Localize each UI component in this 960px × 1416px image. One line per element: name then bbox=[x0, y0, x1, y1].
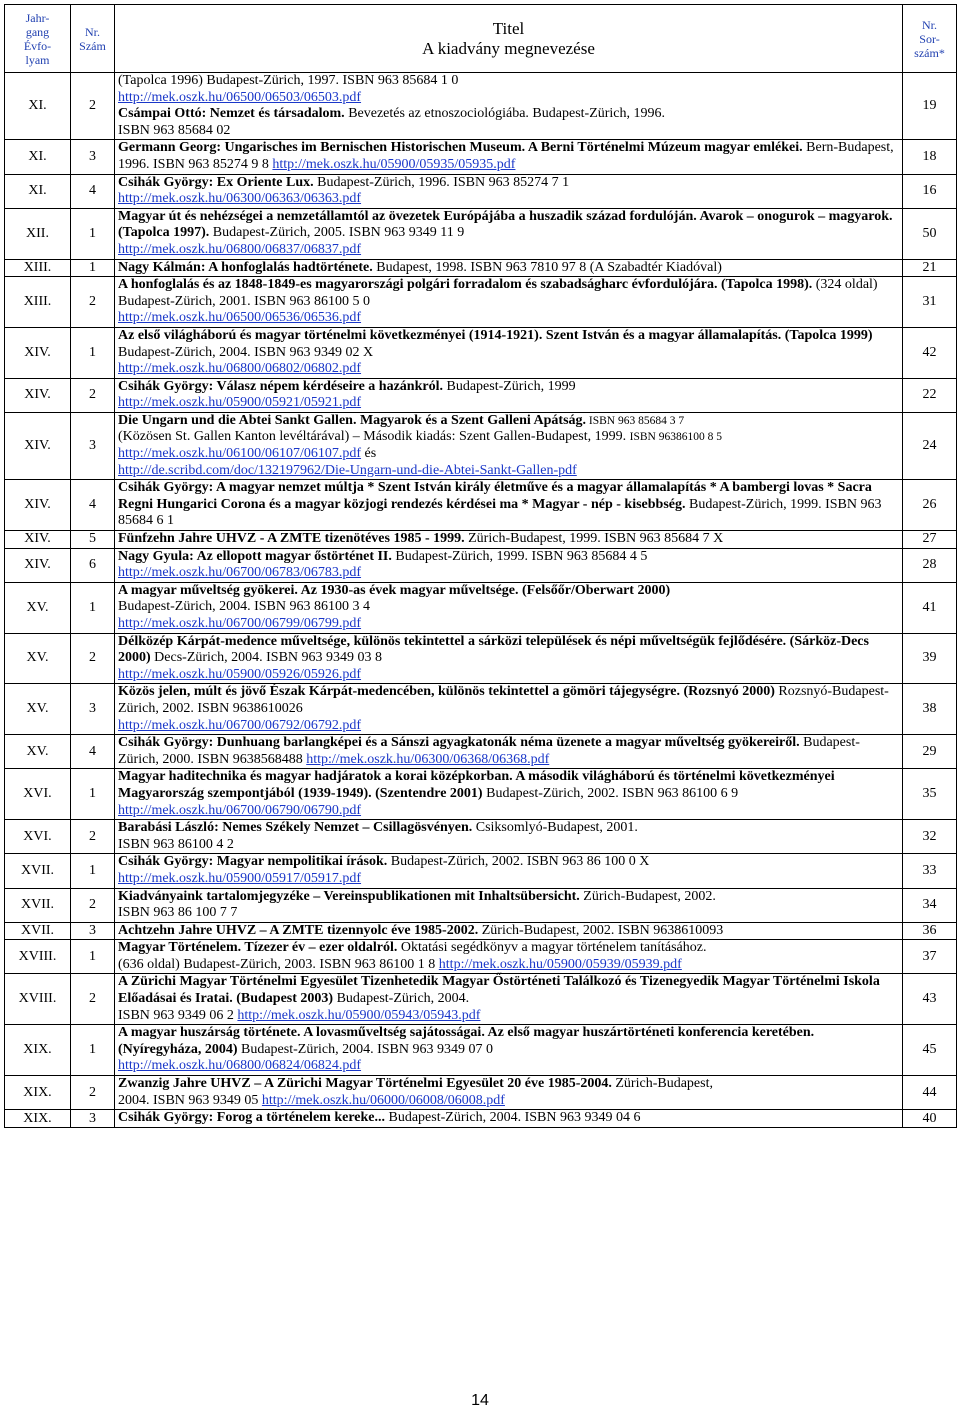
serial-number-cell: 38 bbox=[903, 684, 957, 735]
year-cell: XIV. bbox=[5, 480, 71, 531]
serial-number-cell: 36 bbox=[903, 922, 957, 940]
serial-number-cell: 21 bbox=[903, 259, 957, 277]
pdf-link[interactable]: http://mek.oszk.hu/06800/06802/06802.pdf bbox=[118, 361, 362, 377]
publication-details: Budapest-Zürich, 2004. ISBN 963 9349 07 0 bbox=[237, 1041, 493, 1057]
publication-details: (636 oldal) Budapest-Zürich, 2003. ISBN 963 86100 1 8 bbox=[118, 956, 439, 972]
publication-title: Csihák György: Magyar nempolitikai írások. bbox=[118, 854, 388, 870]
pdf-link[interactable]: http://de.scribd.com/doc/132197962/Die-Ungarn-und-die-Abtei-Sankt-Gallen-pdf bbox=[118, 462, 577, 478]
publication-title: Csihák György: Forog a történelem kereke... bbox=[118, 1110, 385, 1126]
title-cell bbox=[115, 769, 903, 820]
title-cell bbox=[115, 412, 903, 479]
number-cell: 1 bbox=[71, 854, 115, 888]
title-cell bbox=[115, 480, 903, 531]
publication-title: Zwanzig Jahre UHVZ – A Zürichi Magyar Történelmi Egyesület 20 éve 1985-2004. bbox=[118, 1076, 612, 1092]
publication-title: A honfoglalás és az 1848-1849-es magyarországi polgári forradalom és szabadságharc évfordulójára. (Tapolca 1998). bbox=[118, 277, 813, 293]
number-cell: 2 bbox=[71, 633, 115, 684]
publication-title: Nagy Kálmán: A honfoglalás hadtörténete. bbox=[118, 259, 373, 275]
title-cell bbox=[115, 259, 903, 277]
year-cell: XII. bbox=[5, 208, 71, 259]
number-cell: 2 bbox=[71, 820, 115, 854]
serial-number-cell: 35 bbox=[903, 769, 957, 820]
publication-title: Achtzehn Jahre UHVZ – A ZMTE tizennyolc éve 1985-2002. bbox=[118, 922, 479, 938]
year-cell: XV. bbox=[5, 582, 71, 633]
pdf-link[interactable]: http://mek.oszk.hu/05900/05935/05935.pdf bbox=[272, 156, 516, 172]
number-cell: 4 bbox=[71, 174, 115, 208]
publication-title: A magyar huszárság története. A lovasműveltség sajátosságai. Az első magyar huszártörténeti konferencia keretében. (Nyíregyháza, 2004) bbox=[118, 1025, 815, 1057]
pdf-link[interactable]: http://mek.oszk.hu/06500/06536/06536.pdf bbox=[118, 310, 362, 326]
number-cell: 1 bbox=[71, 259, 115, 277]
number-cell: 1 bbox=[71, 582, 115, 633]
serial-number-cell: 22 bbox=[903, 378, 957, 412]
year-cell: XIX. bbox=[5, 1025, 71, 1076]
publication-title: Csihák György: Dunhuang barlangképei és a Sánszi agyagkatonák néma üzenete a magyar műveltség gyökereiről. bbox=[118, 735, 800, 751]
table-row bbox=[5, 1025, 957, 1076]
title-cell bbox=[115, 735, 903, 769]
table-header-row bbox=[5, 5, 957, 73]
publication-details: Bern-Budapest, 1996. ISBN 963 85274 9 8 bbox=[118, 140, 894, 172]
title-cell bbox=[115, 940, 903, 974]
publication-title: Délközép Kárpát-medence műveltsége, különös tekintettel a sárközi települések és népi műveltségük fejlődésére. (Sárköz-Decs 2000) bbox=[118, 633, 869, 666]
year-cell: XIV. bbox=[5, 548, 71, 582]
table-row bbox=[5, 974, 957, 1025]
number-cell: 2 bbox=[71, 1076, 115, 1110]
publication-title: Die Ungarn und die Abtei Sankt Gallen. Magyarok és a Szent Galleni Apátság. bbox=[118, 412, 587, 428]
table-row bbox=[5, 140, 957, 174]
pdf-link[interactable]: http://mek.oszk.hu/06300/06363/06363.pdf bbox=[118, 191, 362, 207]
serial-number-cell: 29 bbox=[903, 735, 957, 769]
year-cell: XIV. bbox=[5, 412, 71, 479]
title-cell bbox=[115, 73, 903, 140]
publication-details: ISBN 963 9349 06 2 bbox=[118, 1007, 238, 1023]
publication-title: Az első világháború és magyar történelmi következményei (1914-1921). Szent István és a magyar államalapítás. (Tapolca 1999) bbox=[118, 327, 873, 343]
pdf-link[interactable]: http://mek.oszk.hu/06700/06799/06799.pdf bbox=[118, 616, 362, 631]
serial-number-cell: 40 bbox=[903, 1110, 957, 1128]
number-cell: 1 bbox=[71, 327, 115, 378]
publication-details: ISBN 96386100 8 5 bbox=[629, 431, 722, 444]
table-row bbox=[5, 820, 957, 854]
serial-number-cell: 44 bbox=[903, 1076, 957, 1110]
publication-details: Bevezetés az etnoszociológiába. Budapest-Zürich, 1996. bbox=[344, 106, 666, 122]
title-cell bbox=[115, 174, 903, 208]
table-row bbox=[5, 259, 957, 277]
number-cell: 2 bbox=[71, 378, 115, 412]
serial-number-cell: 28 bbox=[903, 548, 957, 582]
number-cell: 2 bbox=[71, 974, 115, 1025]
number-cell: 1 bbox=[71, 1025, 115, 1076]
table-row bbox=[5, 735, 957, 769]
publication-details: Budapest-Zürich, 2004. ISBN 963 9349 04 6 bbox=[385, 1110, 641, 1126]
number-cell: 3 bbox=[71, 412, 115, 479]
year-cell: XVII. bbox=[5, 922, 71, 940]
year-cell: XVIII. bbox=[5, 974, 71, 1025]
serial-number-cell: 33 bbox=[903, 854, 957, 888]
year-cell: XIII. bbox=[5, 277, 71, 328]
serial-number-cell: 27 bbox=[903, 531, 957, 549]
pdf-link[interactable]: http://mek.oszk.hu/06500/06503/06503.pdf bbox=[118, 89, 362, 105]
serial-number-cell: 32 bbox=[903, 820, 957, 854]
title-cell bbox=[115, 378, 903, 412]
serial-number-cell: 50 bbox=[903, 208, 957, 259]
year-cell: XVII. bbox=[5, 888, 71, 922]
serial-number-cell: 41 bbox=[903, 582, 957, 633]
publication-details: Decs-Zürich, 2004. ISBN 963 9349 03 8 bbox=[150, 650, 383, 666]
pdf-link[interactable]: http://mek.oszk.hu/06800/06837/06837.pdf bbox=[118, 241, 362, 257]
table-row bbox=[5, 1076, 957, 1110]
number-cell: 1 bbox=[71, 769, 115, 820]
publication-details: ISBN 963 85684 02 bbox=[118, 122, 231, 138]
table-row bbox=[5, 277, 957, 328]
title-cell bbox=[115, 888, 903, 922]
publication-details: Budapest-Zürich, 1999. ISBN 963 85684 6 1 bbox=[118, 496, 882, 529]
pdf-link[interactable]: http://mek.oszk.hu/05900/05921/05921.pdf bbox=[118, 395, 362, 411]
table-row bbox=[5, 480, 957, 531]
number-cell: 5 bbox=[71, 531, 115, 549]
publications-table bbox=[4, 4, 957, 1128]
publication-title: Közös jelen, múlt és jövő Észak Kárpát-medencében, különös tekintettel a gömöri tájegységre. (Rozsnyó 2000) bbox=[118, 684, 775, 700]
number-cell: 1 bbox=[71, 940, 115, 974]
number-cell: 2 bbox=[71, 277, 115, 328]
publication-details: Zürich-Budapest, 1999. ISBN 963 85684 7 X bbox=[464, 531, 724, 547]
title-cell bbox=[115, 277, 903, 328]
publication-title: Csihák György: Válasz népem kérdéseire a hazánkról. bbox=[118, 378, 443, 394]
publication-title: Fünfzehn Jahre UHVZ - A ZMTE tizenötéves 1985 - 1999. bbox=[118, 531, 465, 547]
year-cell: XVI. bbox=[5, 820, 71, 854]
year-cell: XI. bbox=[5, 174, 71, 208]
publication-details: (Tapolca 1996) Budapest-Zürich, 1997. ISBN 963 85684 1 0 bbox=[118, 73, 459, 88]
publication-details: (324 oldal) Budapest-Zürich, 2001. ISBN 963 86100 5 0 bbox=[118, 277, 878, 309]
page-number: 14 bbox=[471, 1392, 489, 1409]
number-cell: 3 bbox=[71, 922, 115, 940]
publication-title: Csámpai Ottó: Nemzet és társadalom. bbox=[118, 106, 345, 122]
publication-details: Budapest-Zürich, 1996. ISBN 963 85274 7 1 bbox=[313, 174, 570, 190]
publication-title: Magyar út és nehézségei a nemzetállamtól az övezetek Európájába a huszadik század fordulóján. Avarok – onogurok – magyarok. (Tapolca 1997). bbox=[118, 208, 893, 241]
number-cell: 3 bbox=[71, 684, 115, 735]
table-row bbox=[5, 940, 957, 974]
year-cell: XIX. bbox=[5, 1076, 71, 1110]
publication-details: Budapest-Zürich, 2004. ISBN 963 86100 3 4 bbox=[118, 599, 370, 615]
year-cell: XVIII. bbox=[5, 940, 71, 974]
publication-details: Budapest-Zürich, 2004. ISBN 963 9349 02 X bbox=[118, 344, 374, 360]
table-row bbox=[5, 73, 957, 140]
year-cell: XIX. bbox=[5, 1110, 71, 1128]
serial-number-cell: 16 bbox=[903, 174, 957, 208]
number-cell: 3 bbox=[71, 140, 115, 174]
publication-details: Oktatási segédkönyv a magyar történelem tanításához. bbox=[397, 940, 707, 956]
publication-title: Kiadványaink tartalomjegyzéke – Vereinspublikationen mit Inhaltsübersicht. bbox=[118, 888, 580, 904]
publication-details: 2004. ISBN 963 9349 05 bbox=[118, 1092, 262, 1108]
year-column-label: Jahr- gang Évfo- lyam bbox=[23, 10, 52, 67]
number-cell: 4 bbox=[71, 480, 115, 531]
serial-number-cell: 45 bbox=[903, 1025, 957, 1076]
pdf-link[interactable]: http://mek.oszk.hu/05900/05943/05943.pdf bbox=[237, 1007, 481, 1023]
publication-title: A Zürichi Magyar Történelmi Egyesület Tizenhetedik Magyar Őstörténeti Találkozó és Tizenegyedik Magyar Történelmi Iskola Előadásai és Iratai. (Budapest 2003) bbox=[118, 974, 880, 1007]
serial-column-header bbox=[903, 5, 957, 73]
table-row bbox=[5, 208, 957, 259]
pdf-link[interactable]: http://mek.oszk.hu/06300/06368/06368.pdf bbox=[306, 751, 550, 767]
year-cell: XV. bbox=[5, 633, 71, 684]
table-row bbox=[5, 582, 957, 633]
title-cell bbox=[115, 974, 903, 1025]
number-cell: 2 bbox=[71, 73, 115, 140]
table-row bbox=[5, 854, 957, 888]
title-cell bbox=[115, 1025, 903, 1076]
serial-number-cell: 19 bbox=[903, 73, 957, 140]
publication-title: Magyar Történelem. Tízezer év – ezer oldalról. bbox=[118, 940, 398, 956]
title-cell bbox=[115, 140, 903, 174]
title-cell bbox=[115, 208, 903, 259]
serial-number-cell: 34 bbox=[903, 888, 957, 922]
publication-details: Zürich-Budapest, 2002. bbox=[579, 888, 716, 904]
table-row bbox=[5, 327, 957, 378]
table-row bbox=[5, 548, 957, 582]
publication-details: Budapest-Zürich, 2000. ISBN 9638568488 bbox=[118, 735, 860, 767]
publication-title: Nagy Gyula: Az ellopott magyar őstörténet II. bbox=[118, 548, 392, 564]
pdf-link[interactable]: http://mek.oszk.hu/06100/06107/06107.pdf bbox=[118, 446, 362, 462]
year-cell: XV. bbox=[5, 684, 71, 735]
publication-details: Rozsnyó-Budapest-Zürich, 2002. ISBN 9638610026 bbox=[118, 684, 889, 716]
pdf-link[interactable]: http://mek.oszk.hu/06700/06783/06783.pdf bbox=[118, 565, 362, 581]
number-cell: 1 bbox=[71, 208, 115, 259]
pdf-link[interactable]: http://mek.oszk.hu/06700/06792/06792.pdf bbox=[118, 717, 362, 733]
serial-number-cell: 39 bbox=[903, 633, 957, 684]
number-cell: 4 bbox=[71, 735, 115, 769]
title-cell bbox=[115, 582, 903, 633]
title-cell bbox=[115, 854, 903, 888]
nr-column-header bbox=[71, 5, 115, 73]
title-cell bbox=[115, 633, 903, 684]
table-row bbox=[5, 922, 957, 940]
serial-number-cell: 31 bbox=[903, 277, 957, 328]
number-cell: 3 bbox=[71, 1110, 115, 1128]
publication-title: Barabási László: Nemes Székely Nemzet – Csillagösvényen. bbox=[118, 820, 473, 836]
table-row bbox=[5, 174, 957, 208]
publication-details: Budapest-Zürich, 2005. ISBN 963 9349 11 9 bbox=[209, 225, 465, 241]
table-row bbox=[5, 633, 957, 684]
publication-details: Budapest-Zürich, 1999. ISBN 963 85684 4 5 bbox=[391, 548, 648, 564]
year-cell: XVI. bbox=[5, 769, 71, 820]
table-row bbox=[5, 412, 957, 479]
table-row bbox=[5, 378, 957, 412]
serial-number-cell: 26 bbox=[903, 480, 957, 531]
publication-details: Zürich-Budapest, 2002. ISBN 9638610093 bbox=[478, 922, 724, 938]
year-cell: XV. bbox=[5, 735, 71, 769]
publication-details: (Közösen St. Gallen Kanton levéltárával) – Második kiadás: Szent Gallen-Budapest, 1999. bbox=[118, 429, 630, 445]
serial-number-cell: 37 bbox=[903, 940, 957, 974]
title-cell bbox=[115, 1076, 903, 1110]
title-cell bbox=[115, 1110, 903, 1128]
publication-details: Zürich-Budapest, bbox=[611, 1076, 713, 1092]
table-row bbox=[5, 769, 957, 820]
pdf-link[interactable]: http://mek.oszk.hu/06700/06790/06790.pdf bbox=[118, 802, 362, 818]
publication-title: Magyar haditechnika és magyar hadjáratok a korai középkorban. A második világháború és történelmi következményei Magyarország szempontjából (1939-1949). (Szentendre 2001) bbox=[118, 769, 835, 801]
title-cell bbox=[115, 684, 903, 735]
serial-number-cell: 24 bbox=[903, 412, 957, 479]
year-cell: XI. bbox=[5, 73, 71, 140]
pdf-link[interactable]: http://mek.oszk.hu/05900/05939/05939.pdf bbox=[438, 956, 682, 972]
publication-details: Csiksomlyó-Budapest, 2001. bbox=[472, 820, 638, 836]
publication-details: Budapest, 1998. ISBN 963 7810 97 8 (A Szabadtér Kiadóval) bbox=[372, 259, 722, 275]
serial-number-cell: 18 bbox=[903, 140, 957, 174]
year-column-header bbox=[5, 5, 71, 73]
serial-number-cell: 43 bbox=[903, 974, 957, 1025]
table-body bbox=[5, 73, 957, 1128]
table-row bbox=[5, 531, 957, 549]
year-cell: XIV. bbox=[5, 327, 71, 378]
year-cell: XVII. bbox=[5, 854, 71, 888]
publication-details: ISBN 963 86100 4 2 bbox=[118, 836, 234, 852]
publication-details: Budapest-Zürich, 2004. bbox=[333, 991, 470, 1007]
publication-details: Budapest-Zürich, 2002. ISBN 963 86100 6 9 bbox=[482, 785, 739, 801]
table-row bbox=[5, 1110, 957, 1128]
year-cell: XIII. bbox=[5, 259, 71, 277]
publication-title: Csihák György: A magyar nemzet múltja * Szent István király életműve és a magyar államalapítás * A bambergi lovas * Sacra Regni Hungarici Corona és a magyar közjogi rendezés kérdései ma * Magyar - nép - kisebbség. bbox=[118, 480, 872, 512]
title-cell bbox=[115, 820, 903, 854]
publication-title: A magyar műveltség gyökerei. Az 1930-as évek magyar műveltsége. (Felsőőr/Oberwart 2000) bbox=[118, 582, 671, 598]
pdf-link[interactable]: http://mek.oszk.hu/05900/05917/05917.pdf bbox=[118, 870, 362, 886]
publication-details: ISBN 963 85684 3 7 bbox=[586, 414, 685, 427]
title-column-header bbox=[115, 5, 903, 73]
title-cell bbox=[115, 531, 903, 549]
year-cell: XIV. bbox=[5, 378, 71, 412]
publication-details: Budapest-Zürich, 1999 bbox=[442, 378, 576, 394]
pdf-link[interactable]: http://mek.oszk.hu/06000/06008/06008.pdf bbox=[261, 1092, 505, 1108]
serial-number-cell: 42 bbox=[903, 327, 957, 378]
title-column-label: Titel bbox=[492, 18, 525, 38]
number-cell: 6 bbox=[71, 548, 115, 582]
publication-details: ISBN 963 86 100 7 7 bbox=[118, 905, 238, 921]
publication-title: Germann Georg: Ungarisches im Bernischen Historischen Museum. A Berni Történelmi Múzeum magyar emlékei. bbox=[118, 140, 803, 156]
pdf-link[interactable]: http://mek.oszk.hu/05900/05926/05926.pdf bbox=[118, 666, 362, 682]
title-cell bbox=[115, 922, 903, 940]
publication-details: és bbox=[361, 446, 377, 462]
table-row bbox=[5, 888, 957, 922]
table-row bbox=[5, 684, 957, 735]
title-cell bbox=[115, 548, 903, 582]
year-cell: XI. bbox=[5, 140, 71, 174]
title-column-sublabel: A kiadvány megnevezése bbox=[422, 38, 595, 58]
nr-column-label: Nr. Szám bbox=[79, 24, 106, 53]
number-cell: 2 bbox=[71, 888, 115, 922]
publication-title: Csihák György: Ex Oriente Lux. bbox=[118, 174, 314, 190]
year-cell: XIV. bbox=[5, 531, 71, 549]
serial-column-label: Nr. Sor- szám* bbox=[914, 17, 945, 60]
publication-details: Budapest-Zürich, 2002. ISBN 963 86 100 0 X bbox=[387, 854, 650, 870]
title-cell bbox=[115, 327, 903, 378]
pdf-link[interactable]: http://mek.oszk.hu/06800/06824/06824.pdf bbox=[118, 1058, 362, 1074]
